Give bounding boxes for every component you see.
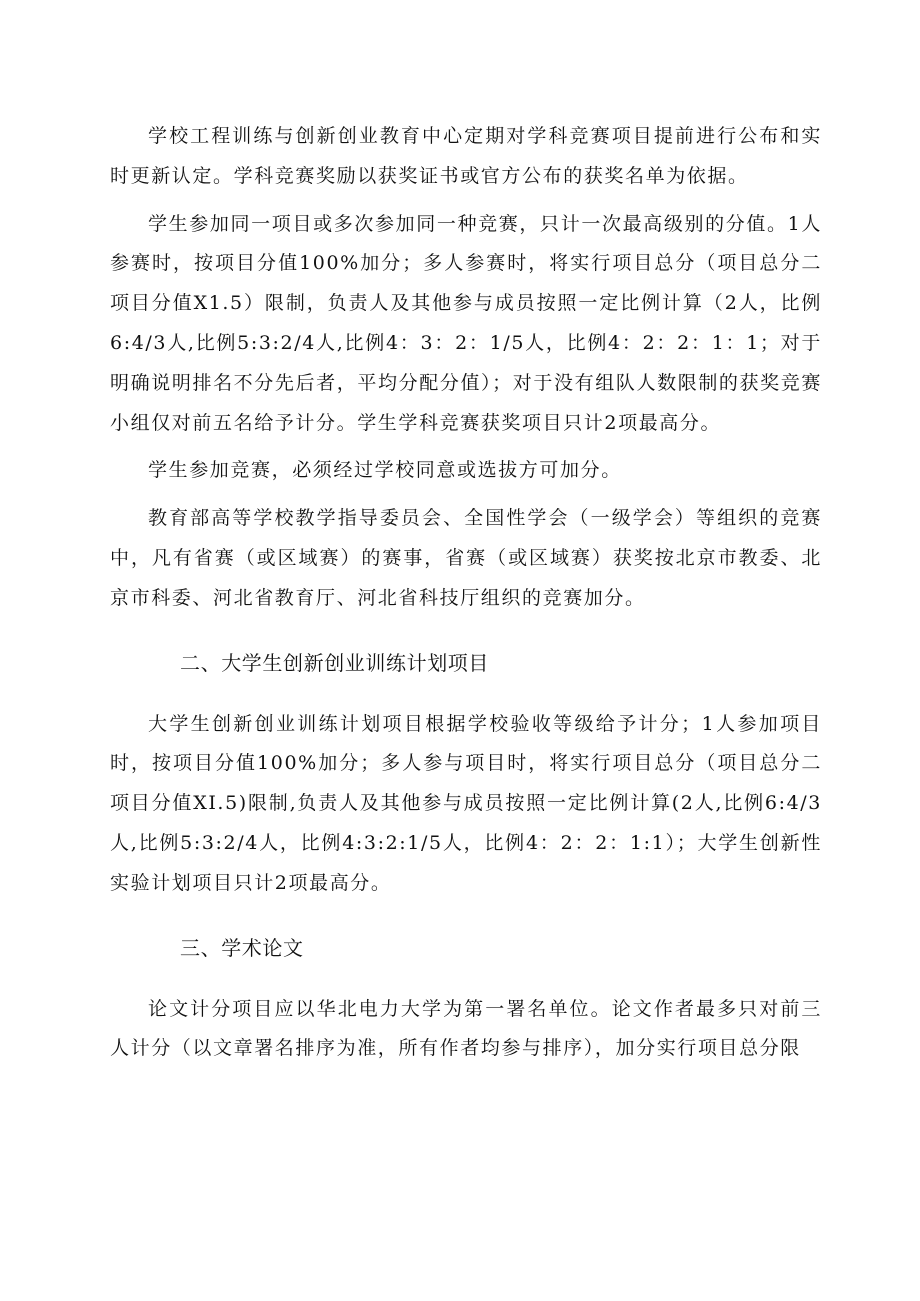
paragraph-competition-approval: 学生参加竞赛，必须经过学校同意或选拔方可加分。 [148,459,622,482]
section-heading-innovation-program: 二、大学生创新创业训练计划项目 [180,650,489,675]
paragraph-competition-announcement: 学校工程训练与创新创业教育中心定期对学科竞赛项目提前进行公布和实时更新认定。学科竞赛奖励以获奖证书或官方公布的获奖名单为依据。 [110,125,822,187]
paragraph-academic-papers-scoring: 论文计分项目应以华北电力大学为第一署名单位。论文作者最多只对前三人计分（以文章署名排序为准，所有作者均参与排序），加分实行项目总分限 [110,997,822,1060]
section-heading-academic-papers: 三、学术论文 [180,935,304,960]
paragraph-provincial-competitions: 教育部高等学校教学指导委员会、全国性学会（一级学会）等组织的竞赛中，凡有省赛（或区域赛）的赛事，省赛（或区域赛）获奖按北京市教委、北京市科委、河北省教育厅、河北省科技厅组织的竞赛加分。 [110,507,822,609]
paragraph-competition-scoring-rules: 学生参加同一项目或多次参加同一种竞赛，只计一次最高级别的分值。1人参赛时，按项目分值100%加分；多人参赛时，将实行项目总分（项目总分二项目分值X1.5）限制，负责人及其他参与成员按照一定比例计算（2人，比例6:4/3人,比例5:3:2/4人,比例4：3：2：1/5人，比例4：2：2：1：1；对于明确说明排名不分先后者，平均分配分值）；对于没有组队人数限制的获奖竞赛小组仅对前五名给予计分。学生学科竞赛获奖项目只计2项最高分。 [110,212,822,434]
paragraph-innovation-program-scoring: 大学生创新创业训练计划项目根据学校验收等级给予计分；1人参加项目时，按项目分值100%加分；多人参与项目时，将实行项目总分（项目总分二项目分值XI.5)限制,负责人及其他参与成员按照一定比例计算(2人,比例6:4/3人,比例5:3:2/4人，比例4:3:2:1/5人，比例4：2：2：1:1）；大学生创新性实验计划项目只计2项最高分。 [110,712,822,894]
document-body [110,117,822,1069]
